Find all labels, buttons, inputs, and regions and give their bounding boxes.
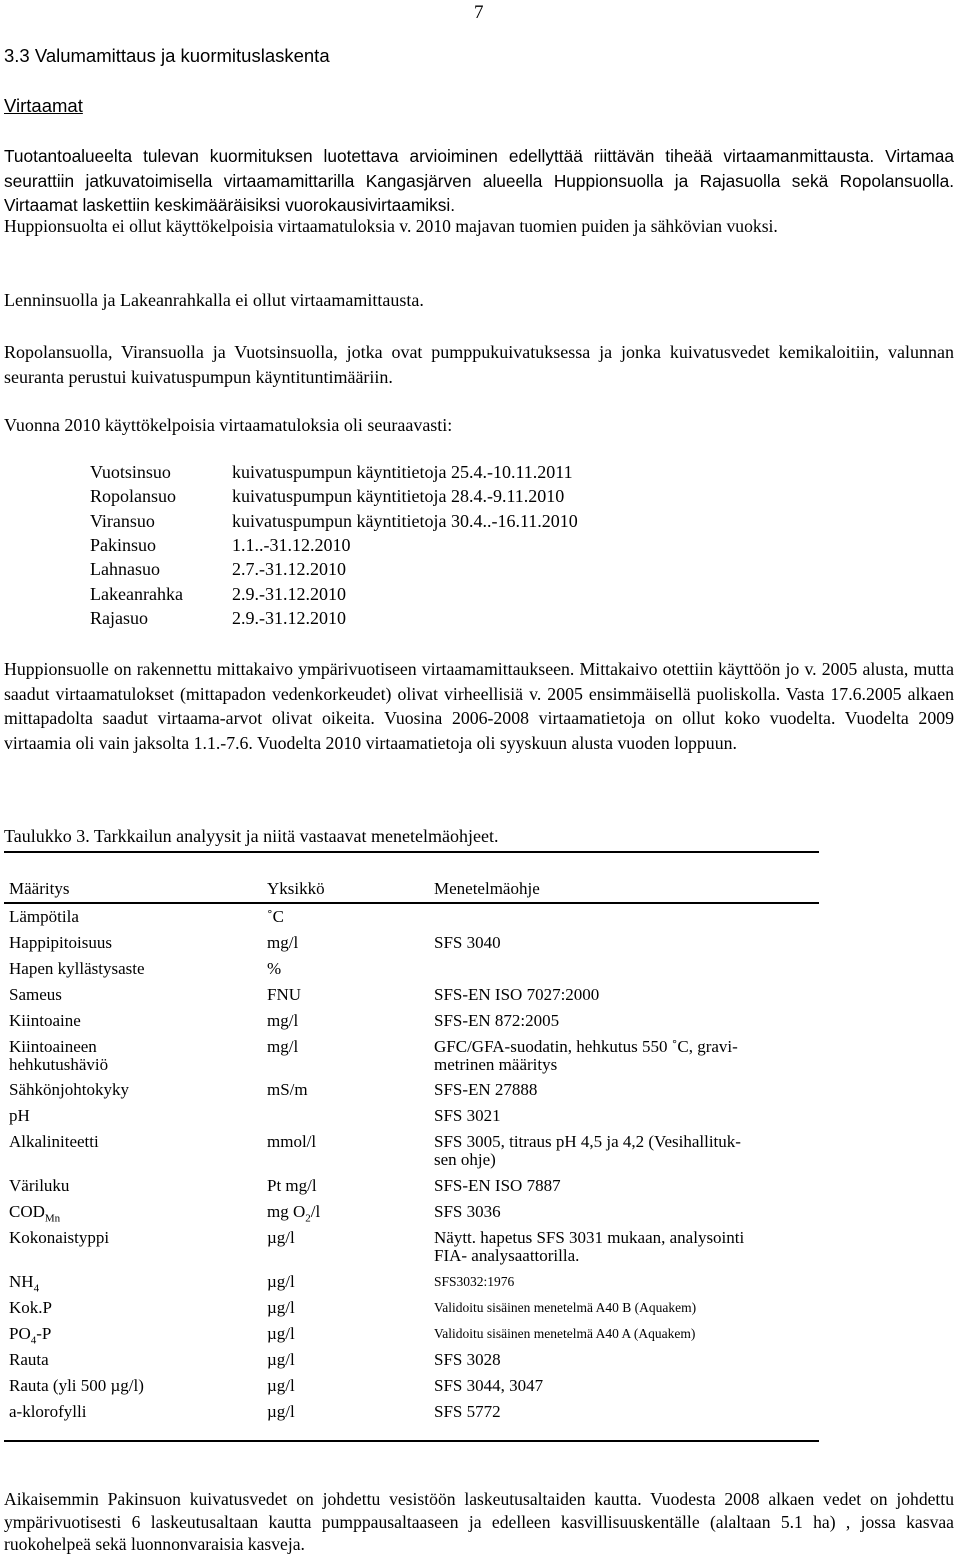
cell-determination: Kok.P xyxy=(9,1298,52,1317)
site-info: 2.9.-31.12.2010 xyxy=(232,584,346,604)
cell-method: SFS-EN 27888 xyxy=(434,1080,538,1099)
paragraph-measurement-well: Huppionsuolle on rakennettu mittakaivo ympärivuotiseen virtaamamittaukseen. Mittakaivo otettiin käyttöön jo v. 2005 alusta, mutta saadut virtaamatulokset (mittapadon vedenkorkeudet) olivat virheellisiä v. 2005 ensimmäisellä puoliskolla. Vasta 17.6.2005 alkaen mittapadolta saadut virtaama-arvot olivat oikeita. Vuosina 2006-2008 virtaamatietoja on ollut koko vuodelta. Vuodelta 2009 virtaamia oli vain jaksolta 1.1.-7.6. Vuodelta 2010 virtaamatietoja oli syyskuun alusta vuoden loppuun. xyxy=(4,659,954,753)
cell-unit: mS/m xyxy=(267,1080,308,1099)
cell-method: Validoitu sisäinen menetelmä A40 B (Aquakem) xyxy=(434,1300,697,1315)
cell-unit: µg/l xyxy=(267,1298,295,1317)
cell-unit: mg/l xyxy=(267,1011,299,1030)
site-info: 2.9.-31.12.2010 xyxy=(232,608,346,628)
column-header-determination: Määritys xyxy=(9,879,70,898)
cell-text-tail: /l xyxy=(310,1202,321,1221)
site-name: Lahnasuo xyxy=(90,559,160,579)
site-name: Rajasuo xyxy=(90,608,148,628)
cell-method: SFS3032:1976 xyxy=(434,1274,515,1289)
section-subheading: Virtaamat xyxy=(4,95,83,116)
table-top-rule xyxy=(4,851,819,853)
cell-unit: ˚C xyxy=(267,907,284,926)
cell-determination: Sameus xyxy=(9,985,62,1004)
cell-unit: mmol/l xyxy=(267,1132,317,1151)
cell-determination xyxy=(9,1325,51,1349)
column-header-unit: Yksikkö xyxy=(267,879,325,898)
cell-determination: Sähkönjohtokyky xyxy=(9,1080,129,1099)
site-name: Lakeanrahka xyxy=(90,584,183,604)
paragraph-lenninsuo: Lenninsuolla ja Lakeanrahkalla ei ollut virtaamamittausta. xyxy=(4,290,424,310)
site-name: Ropolansuo xyxy=(90,486,177,506)
site-info: kuivatuspumpun käyntitietoja 28.4.-9.11.2010 xyxy=(232,486,565,506)
cell-determination: Rauta (yli 500 µg/l) xyxy=(9,1376,144,1395)
cell-subscript: Mn xyxy=(44,1212,61,1225)
cell-method: SFS 3036 xyxy=(434,1202,501,1221)
page-number: 7 xyxy=(474,2,484,23)
cell-determination: Kiintoaine xyxy=(9,1011,81,1030)
cell-determination: Alkaliniteetti xyxy=(9,1132,99,1151)
cell-determination: Hapen kyllästysaste xyxy=(9,959,145,978)
cell-text: PO xyxy=(9,1324,31,1343)
cell-determination xyxy=(9,1203,60,1227)
cell-unit: µg/l xyxy=(267,1402,295,1421)
site-info: 1.1..-31.12.2010 xyxy=(232,535,351,555)
cell-determination: Rauta xyxy=(9,1350,49,1369)
cell-determination: pH xyxy=(9,1106,30,1125)
site-info: kuivatuspumpun käyntitietoja 25.4.-10.11.2011 xyxy=(232,462,573,482)
section-heading: 3.3 Valumamittaus ja kuormituslaskenta xyxy=(4,45,330,66)
cell-method-line2: sen ohje) xyxy=(434,1150,496,1169)
cell-method: SFS 5772 xyxy=(434,1402,501,1421)
cell-unit: µg/l xyxy=(267,1272,295,1291)
cell-method: GFC/GFA-suodatin, hehkutus 550 ˚C, gravi- xyxy=(434,1037,738,1056)
cell-determination-line2: hehkutushäviö xyxy=(9,1055,109,1074)
site-name: Vuotsinsuo xyxy=(90,462,171,482)
site-info: 2.7.-31.12.2010 xyxy=(232,559,346,579)
site-name: Viransuo xyxy=(90,511,155,531)
cell-unit: mg/l xyxy=(267,933,299,952)
paragraph-pakinsuo: Aikaisemmin Pakinsuon kuivatusvedet on johdettu vesistöön laskeutusaltaiden kautta. Vuodesta 2008 alkaen vedet on johdettu ympärivuotisesti 6 laskeutusaltaan kautta pumppausaltaaseen ja edelleen kasvillisuuskentälle (alaltaan 5.1 ha) , jossa kasvaa ruokohelpeä sekä luonnonvaraisia kasveja. xyxy=(4,1489,954,1554)
site-info: kuivatuspumpun käyntitietoja 30.4..-16.11.2010 xyxy=(232,511,578,531)
table-caption: Taulukko 3. Tarkkailun analyysit ja niitä vastaavat menetelmäohjeet. xyxy=(4,826,499,846)
cell-method: SFS 3028 xyxy=(434,1350,501,1369)
cell-unit: µg/l xyxy=(267,1376,295,1395)
cell-method: SFS 3040 xyxy=(434,933,501,952)
cell-unit xyxy=(267,1203,320,1227)
cell-unit: % xyxy=(267,959,282,978)
cell-unit: Pt mg/l xyxy=(267,1176,317,1195)
cell-subscript: 2 xyxy=(305,1212,311,1225)
cell-method: SFS-EN ISO 7887 xyxy=(434,1176,561,1195)
cell-determination xyxy=(9,1273,39,1297)
cell-subscript: 4 xyxy=(33,1282,40,1295)
column-header-method: Menetelmäohje xyxy=(434,879,540,898)
cell-method: SFS 3005, titraus pH 4,5 ja 4,2 (Vesihallituk- xyxy=(434,1132,741,1151)
cell-determination: Happipitoisuus xyxy=(9,933,112,952)
cell-method: SFS-EN ISO 7027:2000 xyxy=(434,985,600,1004)
cell-subscript: 4 xyxy=(30,1334,37,1347)
cell-determination: Väriluku xyxy=(9,1176,70,1195)
cell-method: SFS-EN 872:2005 xyxy=(434,1011,560,1030)
cell-unit: µg/l xyxy=(267,1228,295,1247)
cell-determination: Kiintoaineen xyxy=(9,1037,97,1056)
cell-unit: FNU xyxy=(267,985,302,1004)
cell-text: COD xyxy=(9,1202,45,1221)
paragraph-intro: Tuotantoalueelta tulevan kuormituksen luotettava arvioiminen edellyttää riittävän tiheää virtaamanmittausta. Virtamaa seurattiin jatkuvatoimisella virtaamamittarilla Kangasjärven alueella Huppionsuolla ja Rajasuolla sekä Ropolansuolla. Virtaamat laskettiin keskimääräisiksi vuorokausivirtaamiksi. xyxy=(4,146,954,215)
cell-unit: mg/l xyxy=(267,1037,299,1056)
cell-method: Validoitu sisäinen menetelmä A40 A (Aquakem) xyxy=(434,1326,696,1341)
cell-method: SFS 3044, 3047 xyxy=(434,1376,544,1395)
paragraph-results-intro: Vuonna 2010 käyttökelpoisia virtaamatuloksia oli seuraavasti: xyxy=(4,415,453,435)
site-name: Pakinsuo xyxy=(90,535,157,555)
paragraph-pumping: Ropolansuolla, Viransuolla ja Vuotsinsuolla, jotka ovat pumppukuivatuksessa ja jonka kuivatusvedet kemikaloitiin, valunnan seuranta perustui kuivatuspumpun käyntituntimääriin. xyxy=(4,342,954,387)
cell-method-line2: metrinen määritys xyxy=(434,1055,558,1074)
table-bottom-rule xyxy=(4,1440,819,1442)
cell-method-line2: FIA- analysaattorilla. xyxy=(434,1246,580,1265)
cell-determination: Kokonaistyppi xyxy=(9,1228,110,1247)
cell-unit: µg/l xyxy=(267,1324,295,1343)
cell-text-tail: -P xyxy=(36,1324,52,1343)
cell-method: SFS 3021 xyxy=(434,1106,501,1125)
cell-text: mg O xyxy=(267,1202,306,1221)
cell-determination: a-klorofylli xyxy=(9,1402,87,1421)
cell-text: NH xyxy=(9,1272,34,1291)
table-header-rule xyxy=(4,902,819,904)
cell-determination: Lämpötila xyxy=(9,907,79,926)
cell-method: Näytt. hapetus SFS 3031 mukaan, analysointi xyxy=(434,1228,745,1247)
paragraph-huppionsuo: Huppionsuolta ei ollut käyttökelpoisia virtaamatuloksia v. 2010 majavan tuomien puiden ja sähkövian vuoksi. xyxy=(4,216,778,236)
cell-unit: µg/l xyxy=(267,1350,295,1369)
